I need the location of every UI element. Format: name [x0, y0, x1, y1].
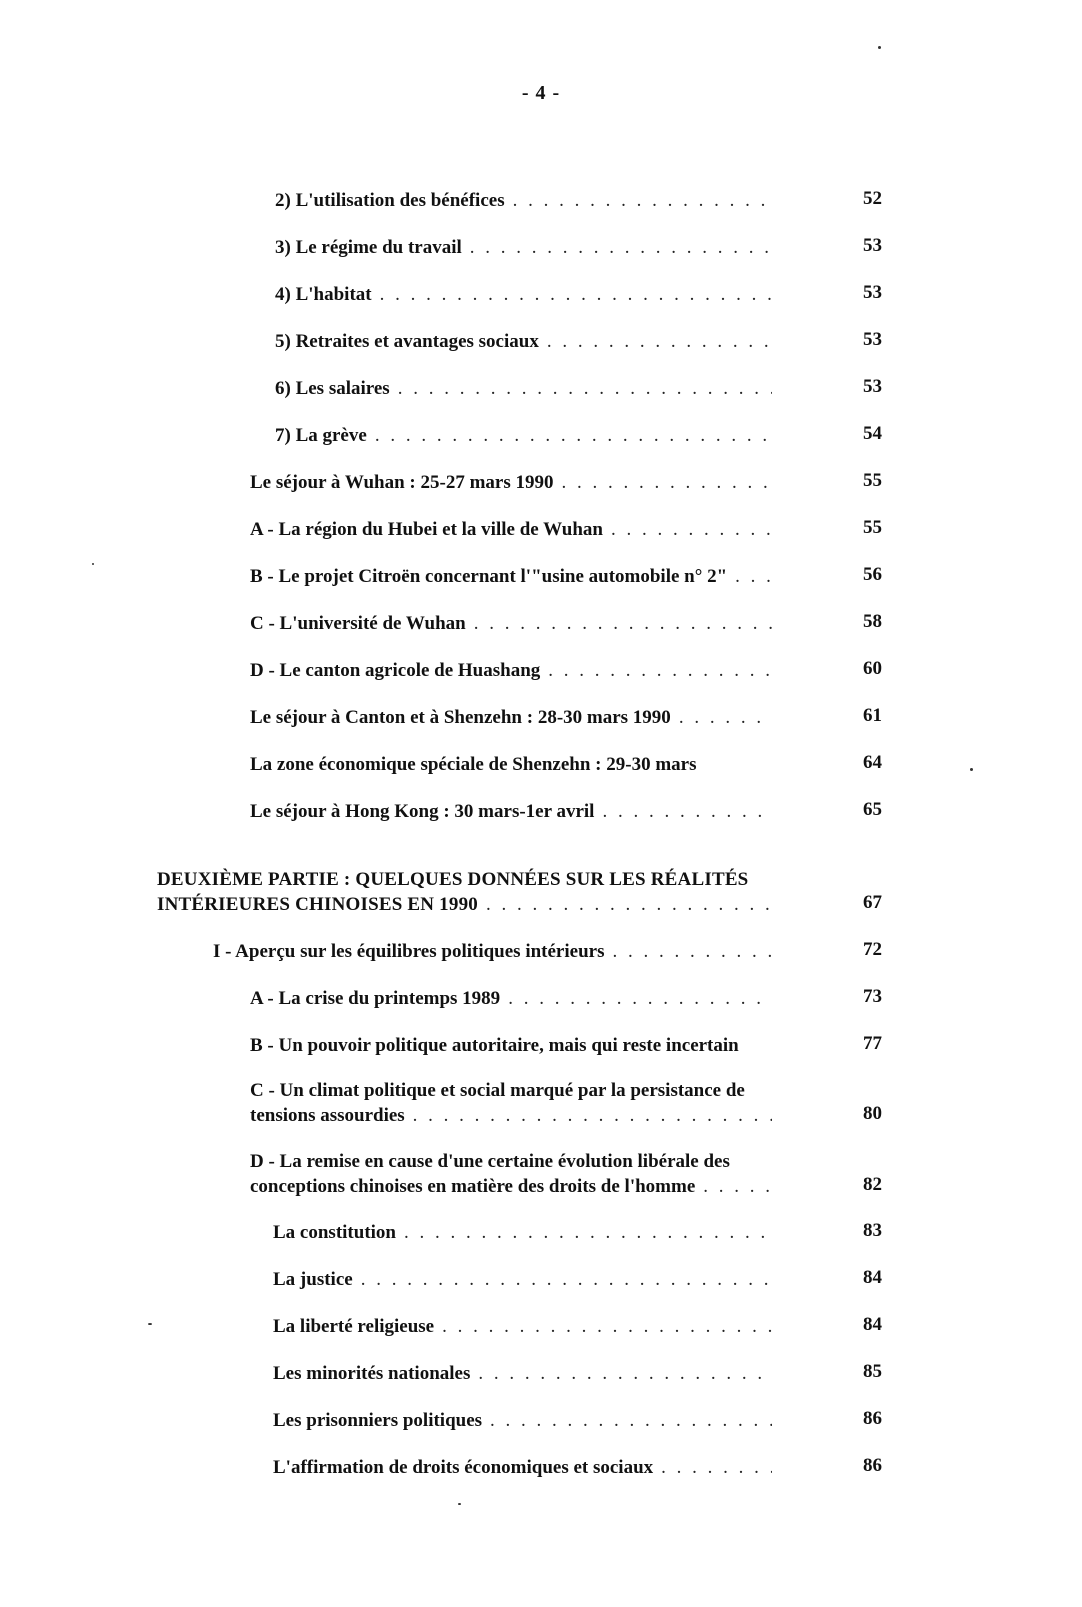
toc-entry [275, 235, 780, 260]
toc-entry [250, 470, 780, 495]
dot-leader [562, 470, 773, 495]
toc-entry-page: 77 [863, 1033, 882, 1054]
toc-entry-page: 84 [863, 1267, 882, 1288]
toc-entry-page: 52 [863, 188, 882, 209]
toc-entry [250, 517, 780, 542]
toc-entry [250, 752, 790, 777]
toc-entry-title: Le séjour à Wuhan : 25-27 mars 1990 [250, 472, 554, 493]
dot-leader [513, 188, 772, 213]
toc-entry [273, 1455, 780, 1480]
toc-entry-title-line2: INTÉRIEURES CHINOISES EN 1990 [157, 894, 478, 915]
toc-entry-title: L'affirmation de droits économiques et sociaux [273, 1457, 654, 1478]
toc-entry [275, 376, 780, 401]
toc-entry [273, 1220, 780, 1245]
toc-entry [275, 423, 780, 448]
toc-entry-page: 55 [863, 517, 882, 538]
dot-leader [478, 1361, 772, 1386]
toc-entry-title-line1: D - La remise en cause d'une certaine évolution libérale des [250, 1151, 730, 1172]
toc-entry-title: I - Aperçu sur les équilibres politiques intérieurs [213, 941, 605, 962]
toc-entry-page: 58 [863, 611, 882, 632]
toc-entry [273, 1361, 780, 1386]
toc-entry-title: La liberté religieuse [273, 1316, 435, 1337]
page-number: - 4 - [521, 82, 561, 104]
toc-entry-page: 54 [863, 423, 882, 444]
toc-entry-title: La constitution [273, 1222, 396, 1243]
toc-entry-title: A - La région du Hubei et la ville de Wuhan [250, 519, 603, 540]
toc-entry [273, 1314, 780, 1339]
dot-leader [361, 1267, 772, 1292]
toc-entry [275, 282, 780, 307]
toc-entry-page: 83 [863, 1220, 882, 1241]
toc-entry-title: 2) L'utilisation des bénéfices [275, 190, 505, 211]
toc-entry-page: 55 [863, 470, 882, 491]
toc-entry-title: 6) Les salaires [275, 378, 390, 399]
toc-entry-title-line2: tensions assourdies [250, 1105, 405, 1126]
toc-entry-page: 67 [863, 892, 882, 913]
dot-leader [398, 376, 772, 401]
toc-entry-page: 53 [863, 329, 882, 350]
dot-leader [735, 564, 772, 589]
scan-speck [878, 46, 881, 49]
toc-entry [250, 705, 780, 730]
dot-leader [474, 611, 772, 636]
toc-entry-title: Le séjour à Canton et à Shenzehn : 28-30 mars 1990 [250, 707, 671, 728]
scan-speck [148, 1323, 152, 1325]
toc-entry-title: La zone économique spéciale de Shenzehn : 29-30 mars [250, 754, 697, 775]
toc-entry-title: Les prisonniers politiques [273, 1410, 483, 1431]
toc-entry-title: Les minorités nationales [273, 1363, 471, 1384]
dot-leader [404, 1220, 772, 1245]
toc-entry-title: C - L'université de Wuhan [250, 613, 466, 634]
dot-leader [611, 517, 772, 542]
toc-entry-title: B - Un pouvoir politique autoritaire, mais qui reste incertain [250, 1035, 739, 1056]
toc-entry-page: 82 [863, 1174, 882, 1195]
toc-entry-title: A - La crise du printemps 1989 [250, 988, 501, 1009]
toc-entry-page: 65 [863, 799, 882, 820]
dot-leader [380, 282, 772, 307]
toc-entry [250, 986, 780, 1011]
toc-entry-page: 86 [863, 1455, 882, 1476]
toc-entry-page: 84 [863, 1314, 882, 1335]
toc-entry [275, 329, 780, 354]
toc-entry-title: B - Le projet Citroën concernant l'"usine automobile n° 2" [250, 566, 728, 587]
toc-part-heading [157, 867, 780, 917]
dot-leader [470, 235, 772, 260]
toc-entry-title: Le séjour à Hong Kong : 30 mars-1er avril [250, 801, 595, 822]
toc-entry-title: 4) L'habitat [275, 284, 372, 305]
toc-entry-title: 5) Retraites et avantages sociaux [275, 331, 539, 352]
dot-leader [486, 892, 772, 917]
toc-entry-title-line2: conceptions chinoises en matière des droits de l'homme [250, 1176, 696, 1197]
toc-entry [250, 611, 780, 636]
dot-leader [548, 658, 772, 683]
dot-leader [508, 986, 772, 1011]
scan-speck [970, 768, 973, 771]
toc-entry-page: 80 [863, 1103, 882, 1124]
dot-leader [490, 1408, 772, 1433]
scan-speck [92, 563, 94, 565]
dot-leader [661, 1455, 772, 1480]
toc-entry [250, 1149, 780, 1199]
toc-entry-title: La justice [273, 1269, 353, 1290]
toc-entry-page: 73 [863, 986, 882, 1007]
toc-entry-page: 60 [863, 658, 882, 679]
toc-entry [273, 1267, 780, 1292]
scan-speck [458, 1503, 461, 1505]
toc-entry-page: 53 [863, 235, 882, 256]
toc-entry-title-line1: DEUXIÈME PARTIE : QUELQUES DONNÉES SUR LES RÉALITÉS [157, 869, 749, 890]
dot-leader [612, 939, 772, 964]
toc-entry [250, 799, 780, 824]
dot-leader [413, 1103, 772, 1128]
toc-entry-title-line1: C - Un climat politique et social marqué par la persistance de [250, 1080, 745, 1101]
toc-entry [273, 1408, 780, 1433]
toc-entry-page: 53 [863, 376, 882, 397]
toc-entry-title: 7) La grève [275, 425, 367, 446]
dot-leader [679, 705, 772, 730]
toc-entry [250, 658, 780, 683]
toc-entry [250, 1033, 795, 1058]
dot-leader [547, 329, 772, 354]
toc-entry-page: 86 [863, 1408, 882, 1429]
toc-entry [250, 1078, 780, 1128]
toc-entry-page: 64 [863, 752, 882, 773]
toc-entry [213, 939, 780, 964]
toc-entry-page: 85 [863, 1361, 882, 1382]
toc-entry [275, 188, 780, 213]
dot-leader [375, 423, 772, 448]
dot-leader [442, 1314, 772, 1339]
toc-entry-title: D - Le canton agricole de Huashang [250, 660, 541, 681]
toc-entry [250, 564, 780, 589]
toc-entry-page: 53 [863, 282, 882, 303]
toc-entry-page: 56 [863, 564, 882, 585]
toc-entry-page: 72 [863, 939, 882, 960]
toc-entry-title: 3) Le régime du travail [275, 237, 462, 258]
toc-entry-page: 61 [863, 705, 882, 726]
dot-leader [703, 1174, 772, 1199]
dot-leader [602, 799, 772, 824]
